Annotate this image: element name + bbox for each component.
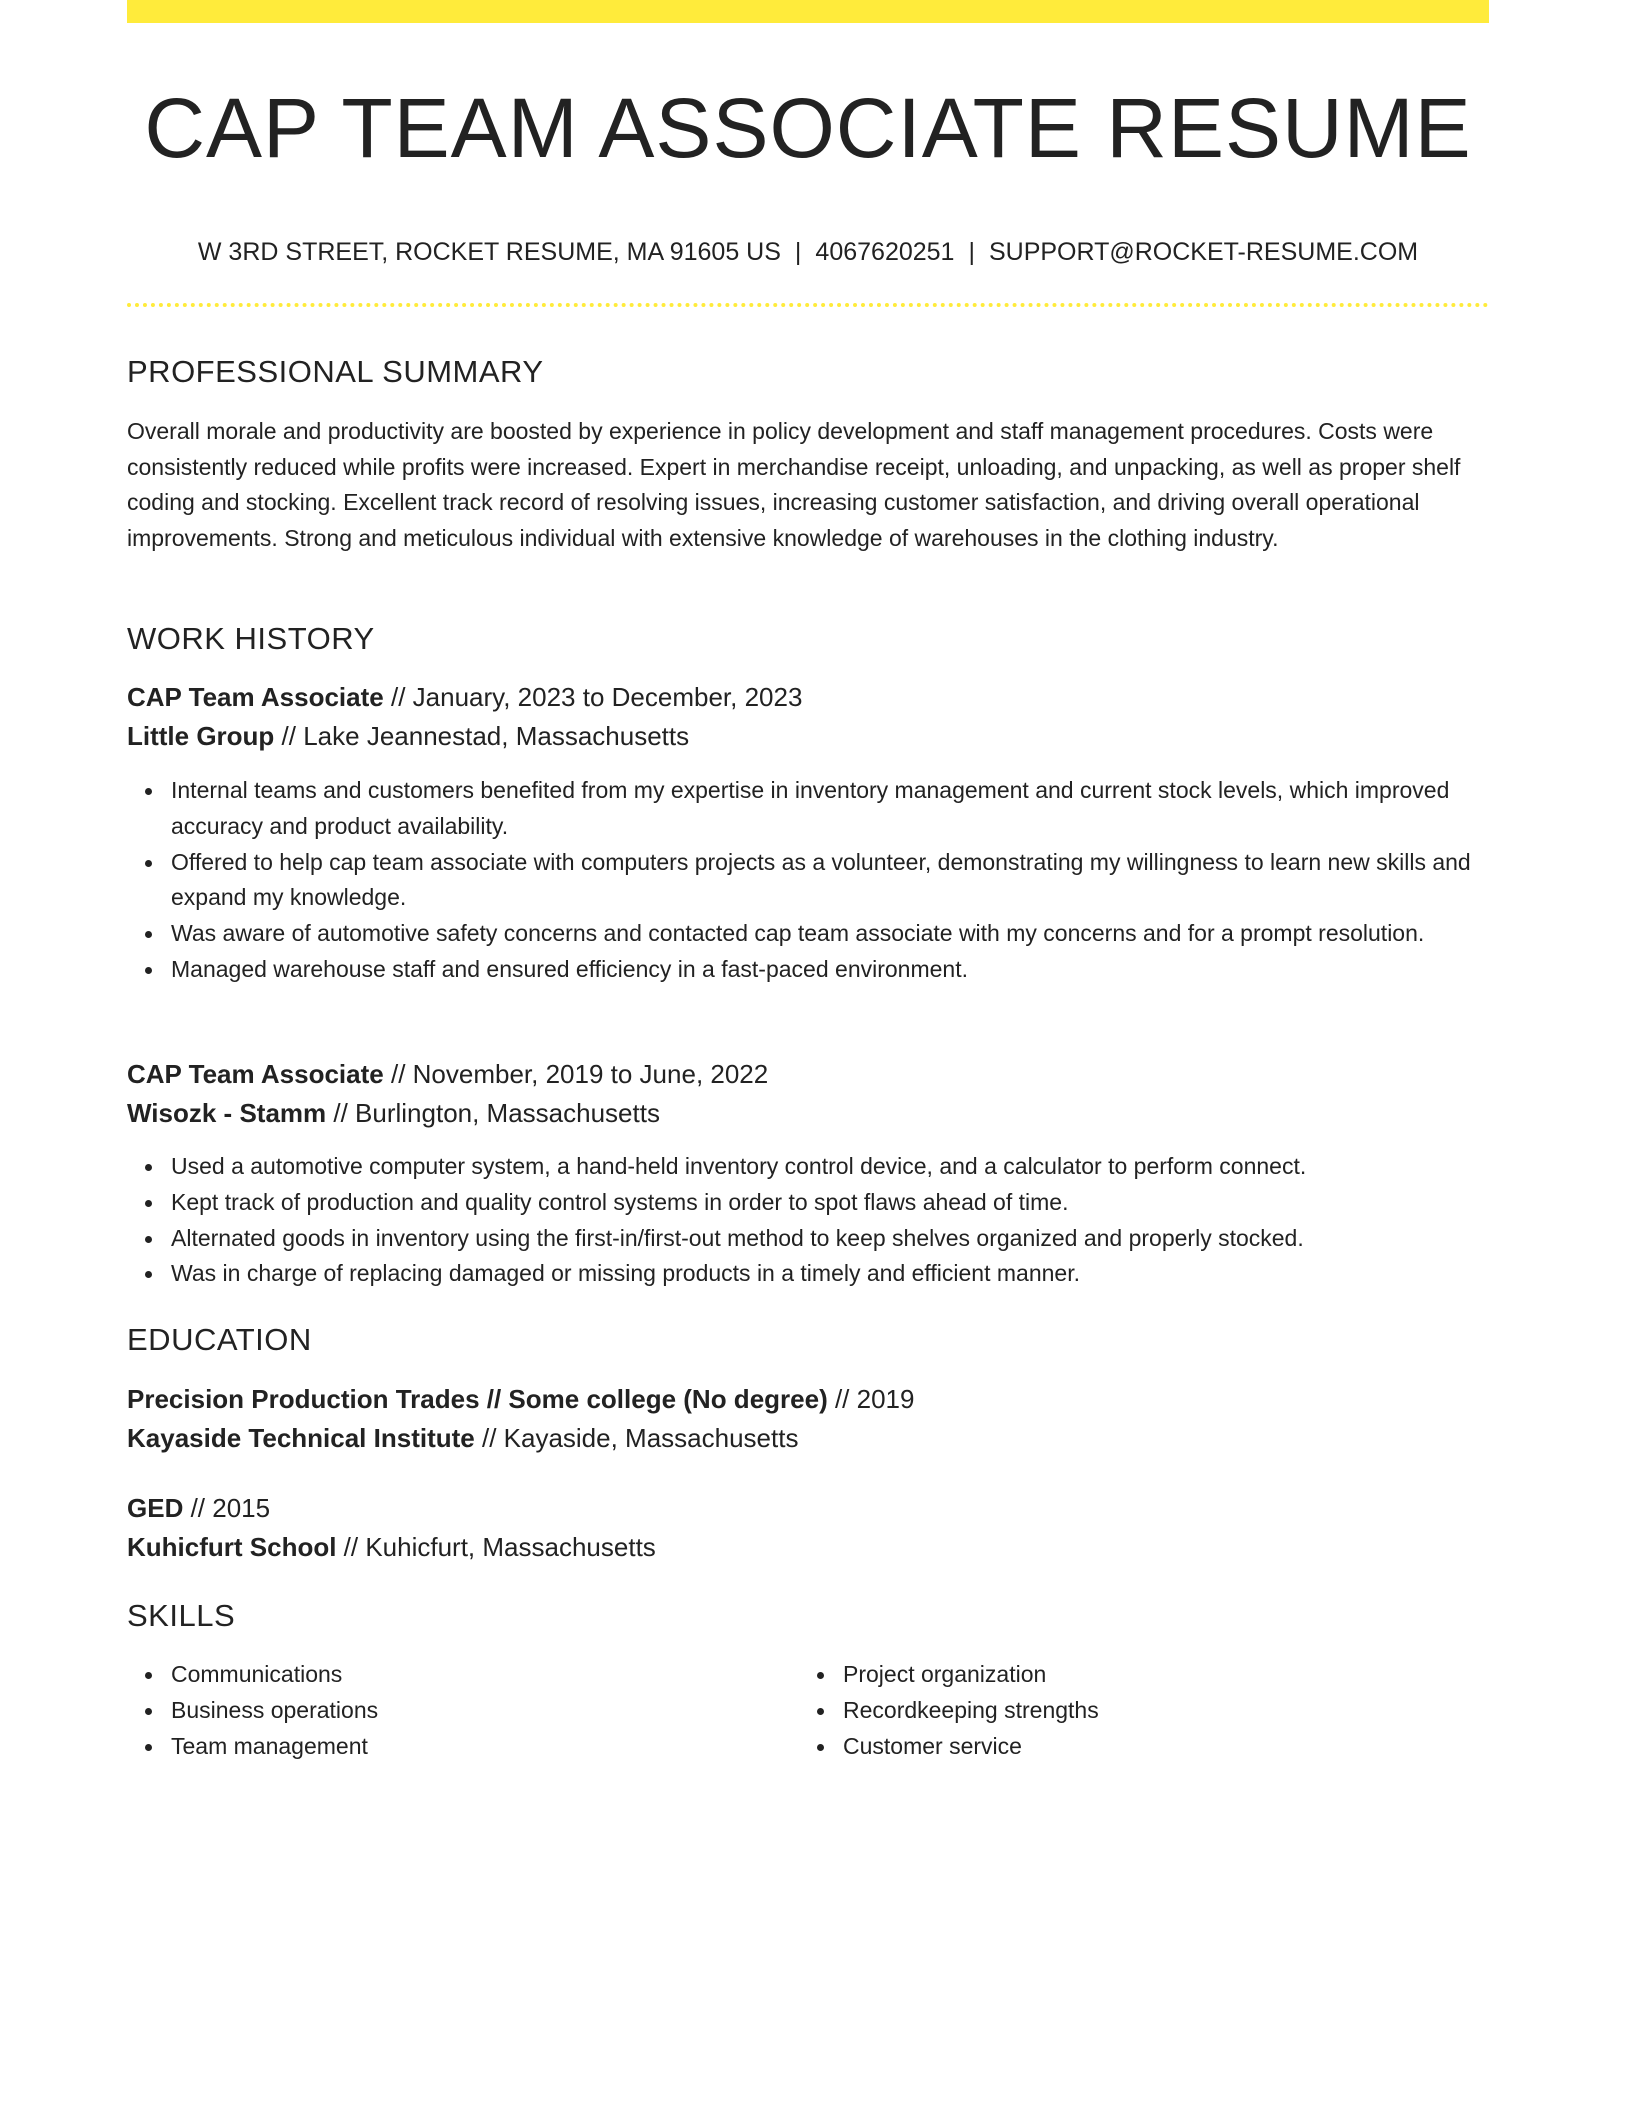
edu-location: // Kuhicfurt, Massachusetts [336,1532,656,1562]
list-item: Used a automotive computer system, a hand-held inventory control device, and a calculator to perform connect. [171,1149,1489,1185]
resume-name-title: CAP TEAM ASSOCIATE RESUME [144,81,1472,175]
edu-location: // Kayaside, Massachusetts [474,1423,799,1453]
edu-year: // 2015 [183,1493,271,1523]
job-dates: // January, 2023 to December, 2023 [383,682,803,712]
contact-separator: | [794,238,802,266]
dotted-divider [127,303,1489,307]
skill-item: Business operations [171,1693,1489,1729]
job-dates: // November, 2019 to June, 2022 [383,1059,769,1089]
edu-school-line [127,1528,1489,1567]
edu-school-line [127,1419,1489,1458]
job-company-line [127,1094,1489,1133]
edu-year: // 2019 [827,1384,915,1414]
contact-email: SUPPORT@ROCKET-RESUME.COM [988,238,1419,266]
contact-address: W 3RD STREET, ROCKET RESUME, MA 91605 US [197,238,781,266]
edu-school: Kayaside Technical Institute [127,1423,475,1453]
contact-phone: 4067620251 [815,238,955,266]
edu-degree-line [127,1380,1489,1419]
list-item: Internal teams and customers benefited from my expertise in inventory management and current stock levels, which improved accuracy and product availability. [171,773,1489,845]
contact-separator: | [968,238,975,266]
accent-top-bar [127,0,1489,23]
list-item: Was in charge of replacing damaged or missing products in a timely and efficient manner. [171,1256,1489,1292]
edu-school: Kuhicfurt School [127,1532,337,1562]
section-title-work-history: WORK HISTORY [127,621,375,656]
list-item: Managed warehouse staff and ensured efficiency in a fast-paced environment. [171,952,1489,988]
job-bullet-list [127,1149,1489,1292]
list-item: Kept track of production and quality control systems in order to spot flaws ahead of time. [171,1185,1489,1221]
list-item: Alternated goods in inventory using the first-in/first-out method to keep shelves organized and properly stocked. [171,1221,1489,1257]
list-item: Was aware of automotive safety concerns and contacted cap team associate with my concerns and for a prompt resolution. [171,916,1489,952]
skill-item: Communications [171,1657,1489,1693]
contact-line [127,234,1489,270]
section-title-education: EDUCATION [127,1322,312,1357]
job-role: CAP Team Associate [127,682,384,712]
job-company: Little Group [127,721,275,751]
job-company-line [127,717,1489,756]
edu-degree: GED [127,1493,184,1523]
skill-item: Team management [171,1729,1489,1765]
job-role-line [127,678,1489,717]
job-company: Wisozk - Stamm [127,1098,327,1128]
summary-text: Overall morale and productivity are boosted by experience in policy development and staff management procedures. Costs were consistently reduced while profits were increased. Expert in merchandise receipt, unloading, and unpacking, as well as proper shelf coding and stocking. Excellent track record of resolving issues, increasing customer satisfaction, and driving overall operational improvements. Strong and meticulous individual with extensive knowledge of warehouses in the clothing industry. [127,418,1461,551]
job-location: // Lake Jeannestad, Massachusetts [274,721,690,751]
job-bullet-list [127,773,1489,988]
job-location: // Burlington, Massachusetts [326,1098,660,1128]
skill-item: Recordkeeping strengths [843,1693,1632,1729]
edu-degree-line [127,1489,1489,1528]
skill-item: Customer service [843,1729,1632,1765]
job-role: CAP Team Associate [127,1059,384,1089]
edu-degree: Precision Production Trades // Some college (No degree) [127,1384,828,1414]
section-title-skills: SKILLS [127,1598,236,1633]
skills-list-right [799,1657,1632,1764]
section-title-summary: PROFESSIONAL SUMMARY [127,354,544,389]
job-role-line [127,1055,1489,1094]
skill-item: Project organization [843,1657,1632,1693]
list-item: Offered to help cap team associate with computers projects as a volunteer, demonstrating my willingness to learn new skills and expand my knowledge. [171,845,1489,917]
